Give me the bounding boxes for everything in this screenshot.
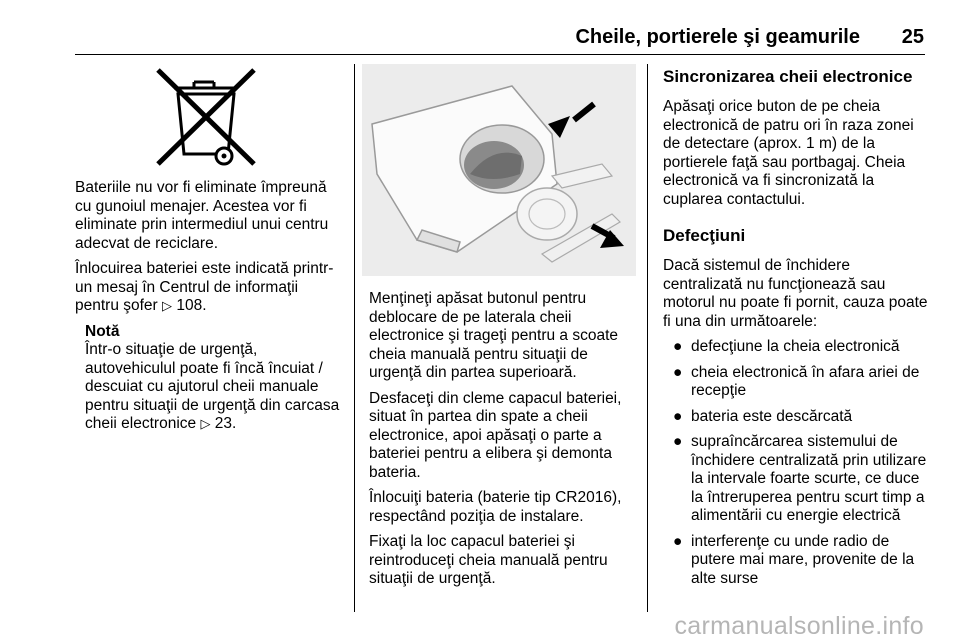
column-divider-2	[647, 64, 648, 612]
recycling-paragraph: Bateriile nu vor fi eliminate împreună cu gunoiul menajer. Acestea vor fi eliminate prin intermediul unui centru adecvat de reciclare.	[75, 179, 329, 252]
bullet-icon: ●	[673, 407, 683, 425]
list-item: ● bateria este descărcată	[673, 407, 853, 425]
fault-causes-list	[663, 338, 933, 588]
battery-replacement-paragraph: Înlocuirea bateriei este indicată printr-un mesaj în Centrul de informaţii pentru şofer ▷ 108.	[75, 260, 334, 314]
page-reference-link[interactable]: 108.	[176, 297, 207, 314]
refit-cover-paragraph: Fixaţi la loc capacul bateriei şi reintroduceţi cheia manuală pentru situaţii de urgenţă.	[369, 533, 608, 587]
column-2	[369, 290, 637, 596]
page-number: 25	[901, 26, 924, 48]
page-title: Cheile, portierele şi geamurile	[575, 26, 860, 48]
list-item: ● defecţiune la cheia electronică	[673, 338, 900, 355]
bullet-icon: ●	[673, 532, 683, 550]
reference-arrow-icon: ▷	[162, 298, 173, 313]
battery-cover-paragraph: Desfaceţi din cleme capacul bateriei, situat în partea din spate a cheii electronice, apoi apăsaţi o parte a bateriei pentru a elibera şi demonta bateria.	[369, 389, 622, 481]
section-heading-faults: Defecţiuni	[663, 226, 746, 245]
bullet-icon: ●	[673, 433, 683, 450]
header-rule	[75, 54, 925, 55]
list-item: ● cheia electronică în afara ariei de recepţie	[673, 363, 920, 399]
note-text: Într-o situaţie de urgenţă, autovehiculul poate fi încă încuiat / descuiat cu ajutorul cheii manuale pentru situaţii de urgenţă din carcasa cheii electronice ▷ 23.	[85, 341, 340, 432]
electronic-key-illustration	[362, 64, 636, 276]
page-header	[0, 0, 960, 60]
faults-paragraph: Dacă sistemul de închidere centralizată nu funcţionează sau motorul nu poate fi pornit, cauza poate fi una din următoarele:	[663, 257, 928, 330]
synchronization-paragraph: Apăsaţi orice buton de pe cheia electronică de patru ori în raza zonei de detectare (aprox. 1 m) de la portierele faţă sau portbagaj. Cheia electronică va fi sincronizată la cuplarea contactului.	[663, 98, 914, 208]
column-1	[75, 179, 345, 434]
key-button-recess	[460, 125, 544, 193]
page-reference-link[interactable]: 23.	[214, 415, 237, 432]
watermark: carmanualsonline.info	[674, 612, 924, 640]
section-heading-synchronization: Sincronizarea cheii electronice	[663, 67, 913, 86]
list-item: ● supraîncărcarea sistemului de închidere centralizată prin utilizare la intervale foarte scurte, ce duce la întreruperea pentru scurt timp a alimentării cu energie electrică	[673, 433, 927, 524]
manual-key-paragraph: Menţineţi apăsat butonul pentru deblocare de pe laterala cheii electronice şi trageţi pentru a scoate cheia manuală pentru situaţii de urgenţă din partea superioară.	[369, 290, 618, 381]
replace-battery-paragraph: Înlocuiţi bateria (baterie tip CR2016), respectând poziţia de instalare.	[369, 489, 622, 525]
bullet-icon: ●	[673, 363, 683, 381]
bullet-icon: ●	[673, 338, 683, 355]
list-item: ● interferenţe cu unde radio de putere mai mare, provenite de la alte surse	[673, 532, 915, 587]
reference-arrow-icon: ▷	[200, 416, 211, 431]
note-label: Notă	[85, 322, 120, 340]
column-divider-1	[354, 64, 355, 612]
column-3	[663, 66, 933, 595]
note-block	[75, 323, 345, 434]
crossed-out-wheelie-bin-icon	[150, 64, 265, 172]
